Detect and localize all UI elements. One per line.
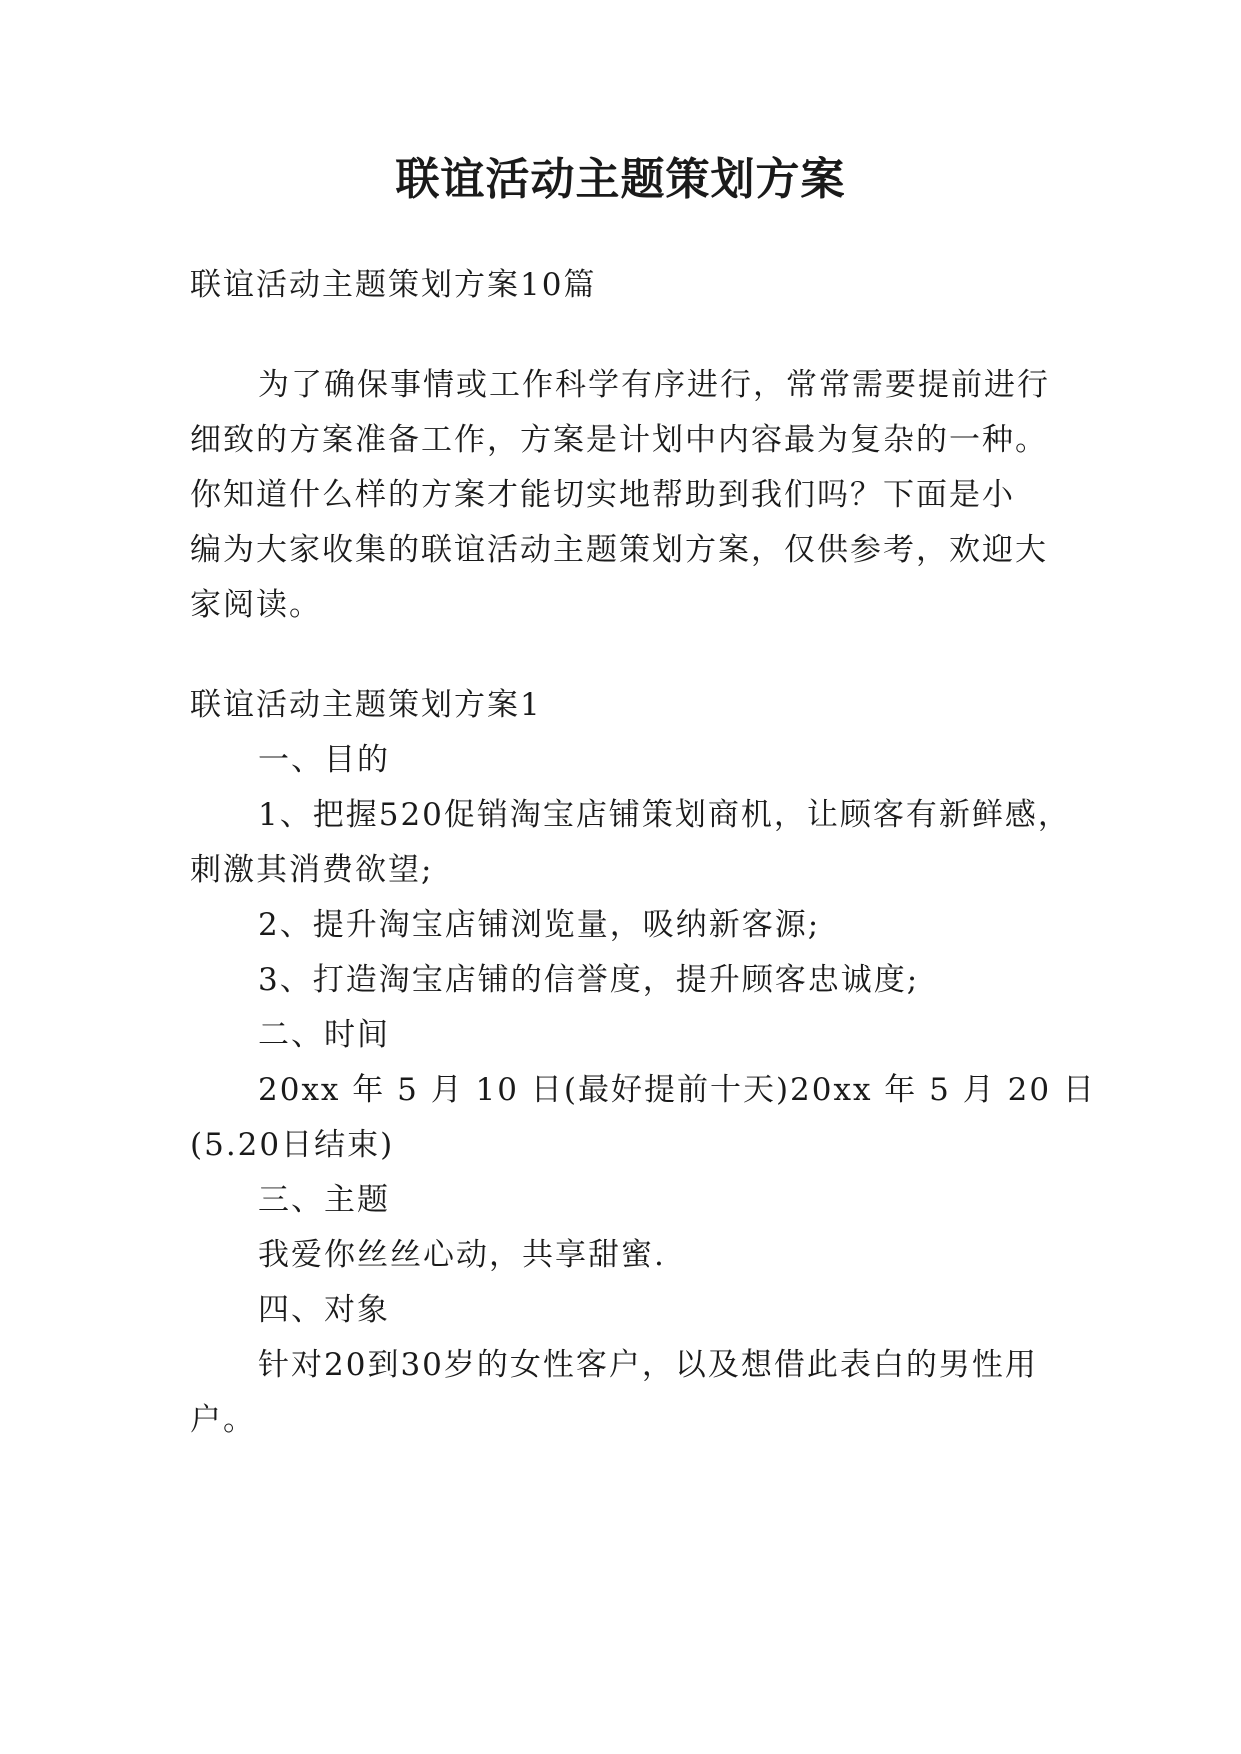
document-title: 联谊活动主题策划方案 <box>395 154 846 205</box>
intro-line: 为了确保事情或工作科学有序进行，常常需要提前进行 <box>258 367 1050 403</box>
section-line: 20xx 年 5 月 10 日(最好提前十天)20xx 年 5 月 20 日 <box>258 1072 1096 1108</box>
intro-line: 细致的方案准备工作，方案是计划中内容最为复杂的一种。 <box>190 422 1048 458</box>
document-subtitle: 联谊活动主题策划方案10篇 <box>190 267 597 303</box>
section-line: 1、把握520促销淘宝店铺策划商机，让顾客有新鲜感， <box>258 797 1071 833</box>
section-line: 3、打造淘宝店铺的信誉度，提升顾客忠诚度; <box>258 962 920 998</box>
intro-line: 家阅读。 <box>190 587 322 623</box>
section-line: 户。 <box>190 1402 256 1438</box>
intro-line: 编为大家收集的联谊活动主题策划方案，仅供参考，欢迎大 <box>190 532 1048 568</box>
section-line: 四、对象 <box>258 1292 390 1328</box>
section-line: (5.20日结束) <box>190 1127 395 1163</box>
section-line: 我爱你丝丝心动，共享甜蜜. <box>258 1237 666 1273</box>
section-line: 二、时间 <box>258 1017 390 1053</box>
section-line: 针对20到30岁的女性客户，以及想借此表白的男性用 <box>258 1347 1038 1383</box>
intro-line: 你知道什么样的方案才能切实地帮助到我们吗？下面是小 <box>190 477 1015 513</box>
section-heading: 联谊活动主题策划方案1 <box>190 687 542 723</box>
section-line: 刺激其消费欲望; <box>190 852 434 888</box>
section-line: 一、目的 <box>258 742 390 778</box>
section-line: 三、主题 <box>258 1182 390 1218</box>
section-line: 2、提升淘宝店铺浏览量，吸纳新客源; <box>258 907 821 943</box>
